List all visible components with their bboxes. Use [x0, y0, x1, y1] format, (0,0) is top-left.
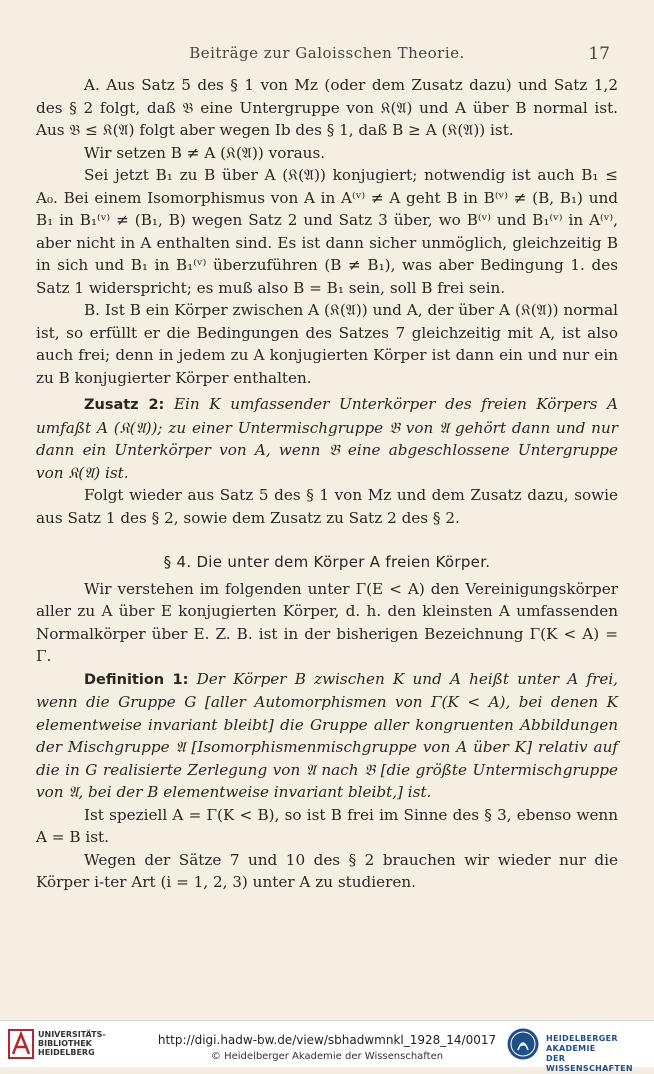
viewer-footer [0, 1020, 654, 1073]
paragraph-wegen: Wegen der Sätze 7 und 10 des § 2 brauchen wir wieder nur die Körper i-ter Art (i = 1, 2, 3) unter A zu studieren. [36, 850, 618, 891]
page-body [36, 74, 618, 894]
paragraph-ist: Ist speziell A = Γ(K < B), so ist B frei im Sinne des § 3, ebenso wenn A = B ist. [36, 805, 618, 846]
paragraph-b1: B. Ist B ein Körper zwischen A (𝔎(𝔄)) und A, der über A (𝔎(𝔄)) normal ist, so erfüllt er die Bedingungen des Satzes 7 gleichzeitig mit A, ist also auch frei; denn in jedem zu A konjugierten Körper ist dann ein und nur ein zu B konjugierter Körper enthalten. [36, 301, 618, 387]
academy-seal-icon [506, 1027, 540, 1061]
paragraph-a2: Wir setzen B ≠ A (𝔎(𝔄)) voraus. [84, 143, 326, 162]
zusatz-text: Ein K umfassender Unterkörper des freien Körpers A umfaßt A (𝔎(𝔄)); zu einer Untermischgruppe 𝔅 von 𝔄 gehört dann und nur dann ein Unterkörper von A, wenn 𝔅 eine abgeschlossene Untergruppe von 𝔎(𝔄) ist. [36, 395, 619, 482]
akad-line-1: HEIDELBERGER AKADEMIE [546, 1034, 618, 1053]
running-header [36, 44, 618, 68]
definition-label: Definition 1: [84, 671, 189, 688]
zusatz-2 [36, 393, 618, 484]
paragraph-a3: Sei jetzt B₁ zu B über A (𝔎(𝔄)) konjugiert; notwendig ist auch B₁ ≤ A₀. Bei einem Isomorphismus von A in A⁽ᵛ⁾ ≠ A geht B in B⁽ᵛ⁾ ≠ (B, B₁) und B₁ in B₁⁽ᵛ⁾ ≠ (B₁, B) wegen Satz 2 und Satz 3 über, wo B⁽ᵛ⁾ und B₁⁽ᵛ⁾ in A⁽ᵛ⁾, aber nicht in A enthalten sind. Es ist dann sicher unmöglich, gleichzeitig B in sich und B₁ in B₁⁽ᵛ⁾ überzuführen (B ≠ B₁), was aber Bedingung 1. des Satz 1 widerspricht; es muß also B = B₁ sein, soll B frei sein. [36, 166, 618, 297]
definition-text: Der Körper B zwischen K und A heißt unter A frei, wenn die Gruppe G [aller Automorphismen von Γ(K < A), bei denen K elementweise invariant bleibt] die Gruppe aller kongruenten Abbildungen der Mischgruppe 𝔄 [Isomorphismenmischgruppe von A über K] relativ auf die in G realisierte Zerlegung von 𝔄 nach 𝔅 [die größte Untermischgruppe von 𝔄, bei der B elementweise invariant bleibt,] ist. [36, 669, 619, 801]
uni-line-1: UNIVERSITÄTS- [38, 1030, 106, 1039]
uni-line-2: BIBLIOTHEK [38, 1039, 92, 1048]
paragraph-wir: Wir verstehen im folgenden unter Γ(E < A) den Vereinigungskörper aller zu A über E konjugierten Körper, d. h. den kleinsten A umfassenden Normalkörper über E. Z. B. ist in der bisherigen Bezeichnung Γ(K < A) = Γ. [36, 579, 618, 665]
header-title: Beiträge zur Galoisschen Theorie. [189, 44, 465, 62]
zusatz-label: Zusatz 2: [84, 397, 165, 413]
paragraph-folgt: Folgt wieder aus Satz 5 des § 1 von Mz und dem Zusatz dazu, sowie aus Satz 1 des § 2, sowie dem Zusatz zu Satz 2 des § 2. [36, 486, 618, 527]
page-number: 17 [588, 44, 610, 64]
section-title: § 4. Die unter dem Körper A freien Körper. [163, 553, 491, 571]
permalink[interactable]: http://digi.hadw-bw.de/view/sbhadwmnkl_1928_14/0017 [157, 1033, 497, 1047]
akad-line-2: DER WISSENSCHAFTEN [546, 1054, 633, 1073]
definition-1 [36, 668, 618, 804]
academy-name [546, 1034, 654, 1074]
paragraph-a1: A. Aus Satz 5 des § 1 von Mz (oder dem Zusatz dazu) und Satz 1,2 des § 2 folgt, daß 𝔅 eine Untergruppe von 𝔎(𝔄) und A über B normal ist. Aus 𝔅 ≤ 𝔎(𝔄) folgt aber wegen Ib des § 1, daß B ≥ A (𝔎(𝔄)) ist. [36, 76, 618, 139]
copyright-notice: © Heidelberger Akademie der Wissenschaften [210, 1051, 444, 1062]
uni-line-3: HEIDELBERG [38, 1048, 95, 1057]
